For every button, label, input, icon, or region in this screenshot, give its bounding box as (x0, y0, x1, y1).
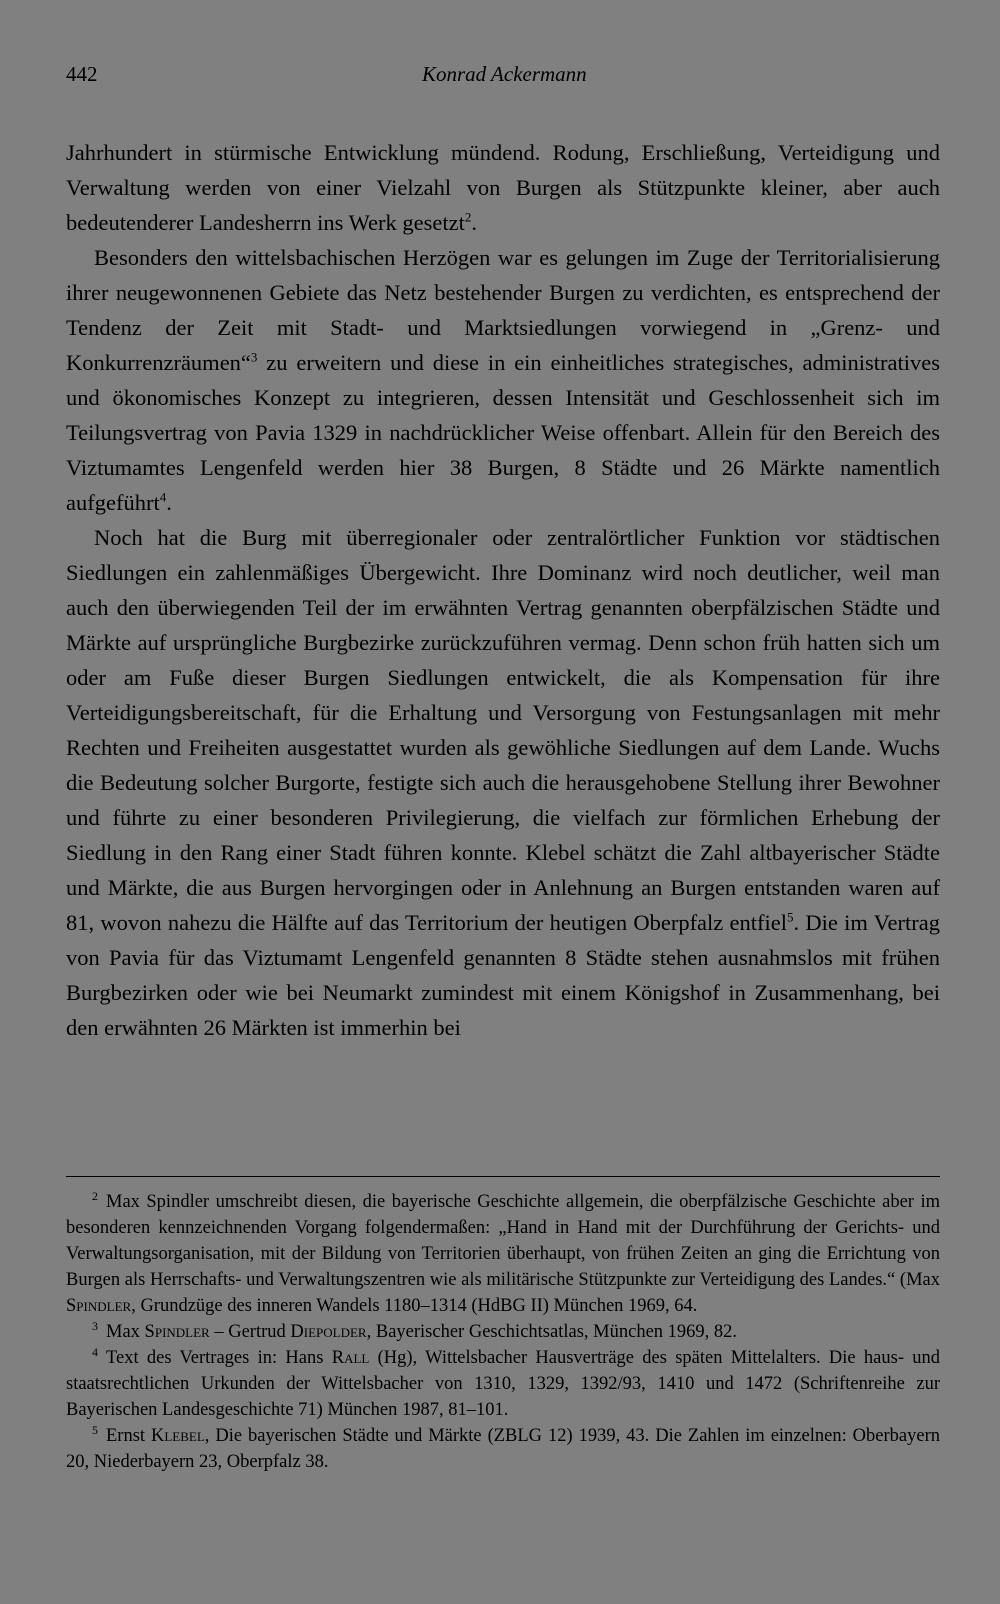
paragraph (66, 135, 940, 240)
footnote (66, 1423, 940, 1475)
author-name: Rall (331, 1348, 370, 1368)
body-text (66, 135, 940, 1045)
paragraph-text: . Die im Vertrag von Pavia für das Viztumamt Lengenfeld genannten 8 Städte stehen ausnahmslos mit frühen Burgbezirken oder wie bei Neumarkt zumindest mit einem Königshof in Zusammenhang, bei den erwähnten 26 Märkten ist immerhin bei (66, 910, 940, 1040)
paragraph (66, 520, 940, 1045)
footnote-reference[interactable]: 4 (159, 489, 167, 505)
author-name: Spindler (144, 1322, 210, 1342)
footnote-text: (Hg), Wittelsbacher Hausverträge des späten Mittelalters. Die haus- und staatsrechtlichen Urkunden der Wittelsbacher von 1310, 1329, 1392/93, 1410 und 1472 (Schriftenreihe zur Bayerischen Landesgeschichte 71) München 1987, 81–101. (66, 1348, 941, 1420)
footnote-text: Max (106, 1322, 145, 1342)
footnote-text: – Gertrud (209, 1322, 291, 1342)
footnote-reference[interactable]: 3 (250, 349, 258, 365)
footnotes (66, 1189, 940, 1475)
footnote-number: 3 (92, 1318, 98, 1333)
author-name: Spindler (66, 1296, 132, 1316)
author-name: Diepolder (290, 1322, 367, 1342)
footnote-separator (66, 1176, 940, 1177)
footnote-number: 5 (92, 1422, 98, 1437)
page-number: 442 (66, 62, 98, 86)
footnote-text: Max Spindler umschreibt diesen, die bayerische Geschichte allgemein, die oberpfälzische Geschichte aber im besonderen kennzeichnenden Vorgang folgendermaßen: „Hand in Hand mit der Durchführung der Gerichts- und Verwaltungsorganisation, mit der Bildung von Territorien überhaupt, von frühen Zeiten an ging die Errichtung von Burgen als Herrschafts- und Verwaltungszentren wie als militärische Stützpunkte zur Verteidigung des Landes.“ (Max (66, 1192, 940, 1290)
page-header (66, 62, 938, 94)
footnote (66, 1319, 940, 1345)
footnote-text: , Bayerischer Geschichtsatlas, München 1969, 82. (366, 1322, 738, 1342)
footnote-number: 2 (92, 1188, 98, 1203)
paragraph-text: . (166, 490, 172, 515)
paragraph-text: Besonders den wittelsbachischen Herzögen war es gelungen im Zuge der Territorialisierung ihrer neugewonnenen Gebiete das Netz bestehender Burgen zu verdichten, es entsprechend der Tendenz der Zeit mit Stadt- und Marktsiedlungen vorwiegend in „Grenz- und Konkurrenzräumen“ (66, 245, 940, 375)
paragraph (66, 240, 940, 520)
footnote-text: , Die bayerischen Städte und Märkte (ZBLG 12) 1939, 43. Die Zahlen im einzelnen: Oberbayern 20, Niederbayern 23, Oberpfalz 38. (66, 1426, 940, 1472)
footnote-text: , Grundzüge des inneren Wandels 1180–1314 (HdBG II) München 1969, 64. (131, 1296, 698, 1316)
footnote (66, 1189, 940, 1319)
paragraph-text: Jahrhundert in stürmische Entwicklung mündend. Rodung, Erschließung, Verteidigung und Verwaltung werden von einer Vielzahl von Burgen als Stützpunkte kleiner, aber auch bedeutenderer Landesherrn ins Werk gesetzt (66, 140, 940, 235)
footnote-reference[interactable]: 2 (464, 209, 472, 225)
running-head: Konrad Ackermann (422, 62, 587, 86)
footnote-text: Ernst (106, 1426, 151, 1446)
footnote-text: Text des Vertrages in: Hans (106, 1348, 332, 1368)
footnote (66, 1345, 940, 1423)
footnote-number: 4 (92, 1344, 98, 1359)
paragraph-text: . (471, 210, 477, 235)
paragraph-text: Noch hat die Burg mit überregionaler oder zentralörtlicher Funktion vor städtischen Siedlungen ein zahlenmäßiges Übergewicht. Ihre Dominanz wird noch deutlicher, weil man auch den überwiegenden Teil der im erwähnten Vertrag genannten oberpfälzischen Städte und Märkte auf ursprüngliche Burgbezirke zurückzuführen vermag. Denn schon früh hatten sich um oder am Fuße dieser Burgen Siedlungen entwickelt, die als Kompensation für ihre Verteidigungsbereitschaft, für die Erhaltung und Versorgung von Festungsanlagen mit mehr Rechten und Freiheiten ausgestattet wurden als gewöhliche Siedlungen auf dem Lande. Wuchs die Bedeutung solcher Burgorte, festigte sich auch die herausgehobene Stellung ihrer Bewohner und führte zu einer besonderen Privilegierung, die vielfach zur förmlichen Erhebung der Siedlung in den Rang einer Stadt führen konnte. Klebel schätzt die Zahl altbayerischer Städte und Märkte, die aus Burgen hervorgingen oder in Anlehnung an Burgen entstanden waren auf 81, wovon nahezu die Hälfte auf das Territorium der heutigen Oberpfalz entfiel (66, 525, 940, 935)
footnote-reference[interactable]: 5 (787, 909, 794, 925)
author-name: Klebel (151, 1426, 205, 1446)
paragraph-text: zu erweitern und diese in ein einheitliches strategisches, administratives und ökonomisches Konzept zu integrieren, dessen Intensität und Geschlossenheit sich im Teilungsvertrag von Pavia 1329 in nachdrücklicher Weise offenbart. Allein für den Bereich des Viztumamtes Lengenfeld werden hier 38 Burgen, 8 Städte und 26 Märkte namentlich aufgeführt (66, 350, 940, 515)
